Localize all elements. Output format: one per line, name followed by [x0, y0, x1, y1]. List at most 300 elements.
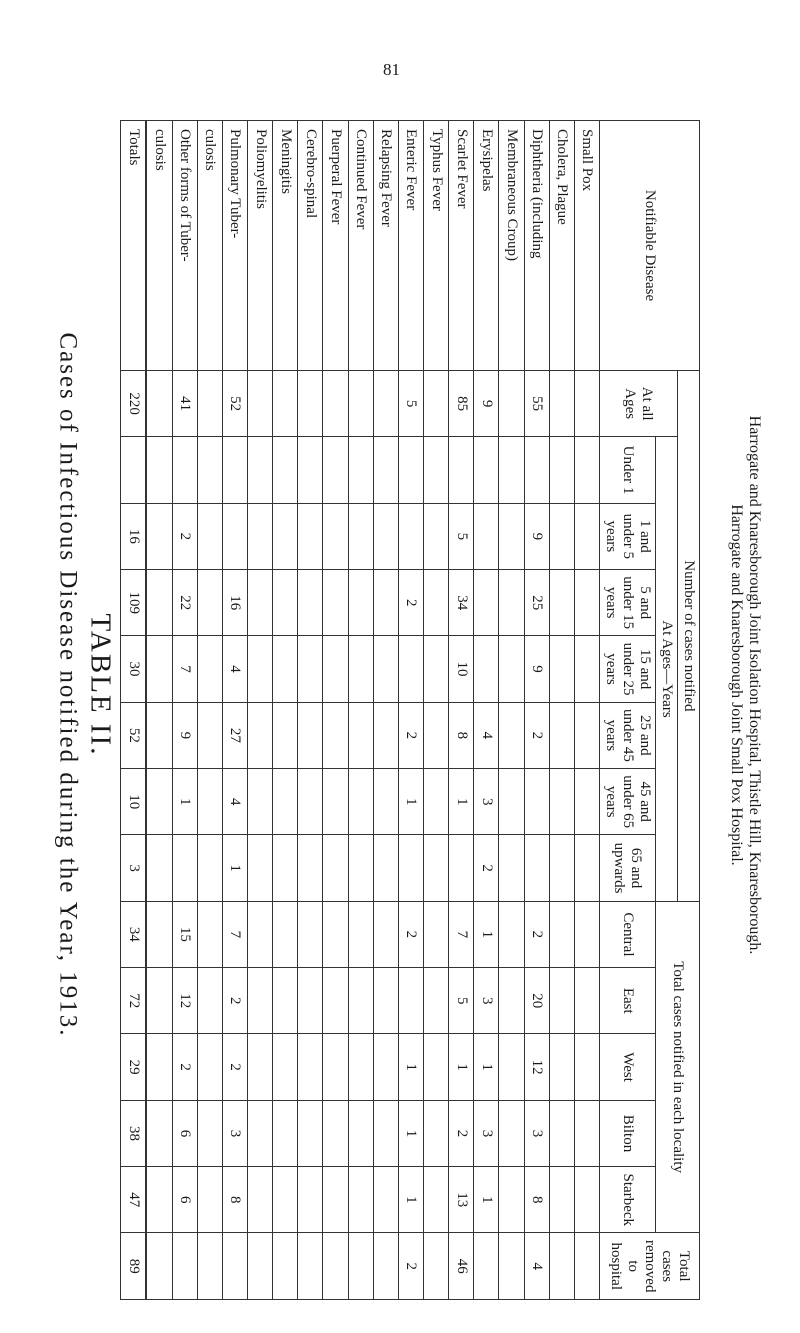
table-row: [524, 121, 549, 1300]
age-group-value: [499, 437, 524, 503]
header-locality: East: [600, 968, 656, 1034]
age-group-value: [499, 769, 524, 835]
age-group-value: [248, 702, 273, 768]
all-ages-value: [146, 371, 172, 437]
age-group-value: [549, 636, 574, 702]
age-group-value: [323, 437, 348, 503]
age-group-value: 2: [524, 702, 549, 768]
age-group-value: [298, 702, 323, 768]
all-ages-value: [574, 371, 599, 437]
table-row: [449, 121, 474, 1300]
all-ages-value: [197, 371, 222, 437]
all-ages-value: [549, 371, 574, 437]
age-group-value: [524, 437, 549, 503]
locality-value: [146, 1034, 172, 1100]
totals-age-group: 52: [121, 702, 147, 768]
age-group-value: [499, 636, 524, 702]
age-group-value: 9: [524, 503, 549, 569]
age-group-value: [348, 769, 373, 835]
disease-name: Cerebro-spinal: [298, 121, 323, 371]
locality-value: 2: [524, 901, 549, 967]
totals-locality: 29: [121, 1034, 147, 1100]
locality-value: 13: [449, 1167, 474, 1233]
removed-value: [574, 1233, 599, 1300]
disease-name: Scarlet Fever: [449, 121, 474, 371]
age-group-value: [424, 636, 449, 702]
locality-value: [248, 1167, 273, 1233]
locality-value: [273, 1100, 298, 1166]
locality-value: 2: [222, 1034, 247, 1100]
locality-value: [197, 1167, 222, 1233]
table-row: [146, 121, 172, 1300]
locality-value: [549, 1100, 574, 1166]
header-age-group: Under 1: [600, 437, 656, 503]
locality-value: [248, 1100, 273, 1166]
locality-value: [373, 1100, 398, 1166]
age-group-value: [549, 835, 574, 901]
age-group-value: [424, 437, 449, 503]
age-group-value: [424, 835, 449, 901]
age-group-value: [197, 636, 222, 702]
locality-value: [146, 901, 172, 967]
locality-value: 1: [398, 1100, 423, 1166]
table-row: [373, 121, 398, 1300]
age-group-value: [373, 570, 398, 636]
age-group-value: [273, 636, 298, 702]
totals-age-group: 16: [121, 503, 147, 569]
age-group-value: 7: [172, 636, 197, 702]
locality-value: 3: [474, 968, 499, 1034]
age-group-value: 4: [222, 636, 247, 702]
age-group-value: [348, 636, 373, 702]
age-group-value: [172, 437, 197, 503]
age-group-value: 9: [172, 702, 197, 768]
age-group-value: [222, 503, 247, 569]
age-group-value: [348, 437, 373, 503]
locality-value: [424, 1034, 449, 1100]
age-group-value: [146, 769, 172, 835]
age-group-value: [298, 503, 323, 569]
locality-value: 2: [449, 1100, 474, 1166]
locality-value: [348, 968, 373, 1034]
age-group-value: [474, 437, 499, 503]
table-row: [323, 121, 348, 1300]
disease-name: Typhus Fever: [424, 121, 449, 371]
table-row: [474, 121, 499, 1300]
locality-value: [248, 1034, 273, 1100]
disease-name: Small Pox: [574, 121, 599, 371]
locality-value: 1: [398, 1034, 423, 1100]
age-group-value: 34: [449, 570, 474, 636]
locality-value: 1: [398, 1167, 423, 1233]
locality-value: [197, 1034, 222, 1100]
locality-value: [298, 968, 323, 1034]
locality-value: 15: [172, 901, 197, 967]
locality-value: [248, 968, 273, 1034]
totals-age-group: 3: [121, 835, 147, 901]
disease-name: Puerperal Fever: [323, 121, 348, 371]
removed-value: [222, 1233, 247, 1300]
age-group-value: 4: [222, 769, 247, 835]
locality-value: [499, 1167, 524, 1233]
locality-value: 3: [474, 1100, 499, 1166]
age-group-value: [424, 769, 449, 835]
age-group-value: [549, 437, 574, 503]
age-group-value: [373, 503, 398, 569]
locality-value: [273, 1034, 298, 1100]
locality-value: [424, 1100, 449, 1166]
removed-value: [474, 1233, 499, 1300]
age-group-value: 22: [172, 570, 197, 636]
age-group-value: [273, 437, 298, 503]
age-group-value: [373, 437, 398, 503]
age-group-value: [373, 702, 398, 768]
header-age-group: 15 and under 25 years: [600, 636, 656, 702]
age-group-value: [298, 835, 323, 901]
locality-value: 12: [524, 1034, 549, 1100]
locality-value: [398, 968, 423, 1034]
age-group-value: [248, 835, 273, 901]
age-group-value: [146, 835, 172, 901]
age-group-value: [197, 570, 222, 636]
age-group-value: [449, 437, 474, 503]
age-group-value: [499, 835, 524, 901]
locality-value: [323, 968, 348, 1034]
all-ages-value: 5: [398, 371, 423, 437]
totals-all-ages: 220: [121, 371, 147, 437]
age-group-value: [146, 503, 172, 569]
locality-value: 6: [172, 1167, 197, 1233]
age-group-value: [197, 835, 222, 901]
age-group-value: [197, 437, 222, 503]
table-row: [273, 121, 298, 1300]
header-locality: West: [600, 1034, 656, 1100]
removed-value: [248, 1233, 273, 1300]
age-group-value: [273, 503, 298, 569]
all-ages-value: [273, 371, 298, 437]
locality-value: [499, 1100, 524, 1166]
table-row: [499, 121, 524, 1300]
table-row: [574, 121, 599, 1300]
disease-name: Continued Fever: [348, 121, 373, 371]
locality-value: 12: [172, 968, 197, 1034]
table-row: [172, 121, 197, 1300]
locality-value: [424, 1167, 449, 1233]
removed-value: [146, 1233, 172, 1300]
age-group-value: 2: [474, 835, 499, 901]
age-group-value: [248, 570, 273, 636]
table-title: [55, 70, 115, 1300]
age-group-value: 2: [398, 570, 423, 636]
locality-value: [574, 968, 599, 1034]
locality-value: 1: [474, 901, 499, 967]
age-group-value: [348, 835, 373, 901]
table-row: [549, 121, 574, 1300]
age-group-value: [323, 835, 348, 901]
removed-value: [499, 1233, 524, 1300]
age-group-value: 9: [524, 636, 549, 702]
age-group-value: [424, 503, 449, 569]
table-row: [348, 121, 373, 1300]
locality-value: [146, 968, 172, 1034]
table-row: [398, 121, 423, 1300]
age-group-value: [499, 702, 524, 768]
table-row: [222, 121, 247, 1300]
removed-value: [273, 1233, 298, 1300]
all-ages-value: [348, 371, 373, 437]
age-group-value: [146, 570, 172, 636]
age-group-value: [298, 769, 323, 835]
totals-label: Totals: [121, 121, 147, 371]
age-group-value: [574, 769, 599, 835]
age-group-value: [373, 835, 398, 901]
age-group-value: [424, 570, 449, 636]
age-group-value: [424, 702, 449, 768]
age-group-value: 27: [222, 702, 247, 768]
header-age-group: 45 and under 65 years: [600, 769, 656, 835]
locality-value: [298, 1100, 323, 1166]
totals-age-group: 10: [121, 769, 147, 835]
age-group-value: 10: [449, 636, 474, 702]
age-group-value: 1: [398, 769, 423, 835]
header-removed: Total cases removed to hospital: [600, 1233, 700, 1300]
totals-locality: 38: [121, 1100, 147, 1166]
locality-value: [146, 1100, 172, 1166]
age-group-value: [172, 835, 197, 901]
locality-value: [248, 901, 273, 967]
disease-name: Enteric Fever: [398, 121, 423, 371]
age-group-value: [398, 503, 423, 569]
removed-value: 2: [398, 1233, 423, 1300]
locality-value: 20: [524, 968, 549, 1034]
removed-value: [172, 1233, 197, 1300]
age-group-value: [298, 636, 323, 702]
locality-value: 2: [172, 1034, 197, 1100]
age-group-value: [373, 769, 398, 835]
disease-name: Membraneous Croup): [499, 121, 524, 371]
age-group-value: 8: [449, 702, 474, 768]
age-group-value: 25: [524, 570, 549, 636]
locality-value: [273, 968, 298, 1034]
age-group-value: [348, 503, 373, 569]
locality-value: [146, 1167, 172, 1233]
age-group-value: 1: [172, 769, 197, 835]
age-group-value: [323, 503, 348, 569]
locality-value: 2: [222, 968, 247, 1034]
locality-value: 8: [524, 1167, 549, 1233]
locality-value: 5: [449, 968, 474, 1034]
age-group-value: [323, 769, 348, 835]
age-group-value: [574, 835, 599, 901]
table-title-line1: TABLE II.: [84, 613, 117, 757]
hospital-footnote: [710, 70, 780, 1300]
locality-value: [298, 1034, 323, 1100]
age-group-value: 5: [449, 503, 474, 569]
locality-value: [373, 901, 398, 967]
all-ages-value: 9: [474, 371, 499, 437]
locality-value: [323, 1100, 348, 1166]
age-group-value: [574, 702, 599, 768]
age-group-value: [549, 702, 574, 768]
age-group-value: [474, 503, 499, 569]
table-title-line2: Cases of Infectious Disease notified during the Year, 1913.: [54, 332, 82, 1038]
header-number-notified: Number of cases notified: [678, 371, 700, 902]
header-all-ages: At all Ages: [600, 371, 678, 437]
all-ages-value: [373, 371, 398, 437]
removed-value: 4: [524, 1233, 549, 1300]
header-at-ages: At Ages—Years: [656, 437, 678, 901]
age-group-value: 1: [222, 835, 247, 901]
age-group-value: [574, 570, 599, 636]
age-group-value: [398, 835, 423, 901]
locality-value: [348, 1034, 373, 1100]
footnote-line1: Harrogate and Knaresborough Joint Isolation Hospital, Thistle Hill, Knaresborough.: [746, 415, 763, 955]
age-group-value: [298, 437, 323, 503]
all-ages-value: [298, 371, 323, 437]
disease-name: culosis: [146, 121, 172, 371]
locality-value: [549, 1034, 574, 1100]
locality-value: [298, 1167, 323, 1233]
all-ages-value: 85: [449, 371, 474, 437]
locality-value: [549, 1167, 574, 1233]
removed-value: [373, 1233, 398, 1300]
age-group-value: [323, 702, 348, 768]
age-group-value: [197, 503, 222, 569]
table-row: [248, 121, 273, 1300]
locality-value: [348, 1100, 373, 1166]
locality-value: [424, 968, 449, 1034]
infectious-disease-table: [120, 120, 700, 1300]
locality-value: [499, 968, 524, 1034]
all-ages-value: [323, 371, 348, 437]
age-group-value: [373, 636, 398, 702]
header-age-group: 5 and under 15 years: [600, 570, 656, 636]
locality-value: [549, 901, 574, 967]
totals-locality: 34: [121, 901, 147, 967]
totals-age-group: [121, 437, 147, 503]
locality-value: [373, 968, 398, 1034]
locality-value: [499, 901, 524, 967]
age-group-value: [273, 570, 298, 636]
age-group-value: [248, 636, 273, 702]
disease-name: Erysipelas: [474, 121, 499, 371]
age-group-value: [146, 437, 172, 503]
removed-value: [348, 1233, 373, 1300]
age-group-value: [146, 636, 172, 702]
age-group-value: [574, 503, 599, 569]
age-group-value: [474, 570, 499, 636]
age-group-value: [197, 702, 222, 768]
age-group-value: [323, 636, 348, 702]
disease-name: culosis: [197, 121, 222, 371]
locality-value: 3: [222, 1100, 247, 1166]
age-group-value: [574, 636, 599, 702]
locality-value: [273, 901, 298, 967]
locality-value: 7: [449, 901, 474, 967]
age-group-value: [348, 570, 373, 636]
disease-name: Pulmonary Tuber-: [222, 121, 247, 371]
age-group-value: [248, 503, 273, 569]
table-row: [197, 121, 222, 1300]
locality-value: [574, 1167, 599, 1233]
totals-locality: 72: [121, 968, 147, 1034]
removed-value: [298, 1233, 323, 1300]
age-group-value: [549, 503, 574, 569]
footnote-line2: Harrogate and Knaresborough Joint Small Pox Hospital.: [728, 504, 745, 866]
age-group-value: [146, 702, 172, 768]
locality-value: [424, 901, 449, 967]
age-group-value: [197, 769, 222, 835]
removed-value: [323, 1233, 348, 1300]
header-age-group: 1 and under 5 years: [600, 503, 656, 569]
header-locality: Starbeck: [600, 1167, 656, 1233]
all-ages-value: [424, 371, 449, 437]
header-age-group: 25 and under 45 years: [600, 702, 656, 768]
age-group-value: [549, 570, 574, 636]
removed-value: [197, 1233, 222, 1300]
removed-value: [424, 1233, 449, 1300]
age-group-value: [323, 570, 348, 636]
all-ages-value: 52: [222, 371, 247, 437]
all-ages-value: 41: [172, 371, 197, 437]
locality-value: [298, 901, 323, 967]
age-group-value: 1: [449, 769, 474, 835]
age-group-value: [574, 437, 599, 503]
age-group-value: [499, 503, 524, 569]
locality-value: [197, 1100, 222, 1166]
locality-value: [574, 901, 599, 967]
age-group-value: [273, 835, 298, 901]
header-locality: Central: [600, 901, 656, 967]
all-ages-value: [248, 371, 273, 437]
age-group-value: 2: [172, 503, 197, 569]
locality-value: [197, 901, 222, 967]
age-group-value: [273, 702, 298, 768]
totals-removed: 89: [121, 1233, 147, 1300]
age-group-value: [474, 636, 499, 702]
locality-value: [197, 968, 222, 1034]
removed-value: 46: [449, 1233, 474, 1300]
age-group-value: 4: [474, 702, 499, 768]
age-group-value: 2: [398, 702, 423, 768]
totals-locality: 47: [121, 1167, 147, 1233]
locality-value: [323, 1034, 348, 1100]
locality-value: 7: [222, 901, 247, 967]
age-group-value: [348, 702, 373, 768]
all-ages-value: 55: [524, 371, 549, 437]
locality-value: 1: [474, 1034, 499, 1100]
locality-value: [373, 1167, 398, 1233]
locality-value: [499, 1034, 524, 1100]
age-group-value: [549, 769, 574, 835]
locality-value: 6: [172, 1100, 197, 1166]
header-disease: Notifiable Disease: [600, 121, 700, 371]
locality-value: 2: [398, 901, 423, 967]
disease-name: Cholera, Plague: [549, 121, 574, 371]
totals-row: [121, 121, 147, 1300]
all-ages-value: [499, 371, 524, 437]
age-group-value: [449, 835, 474, 901]
header-age-group: 65 and upwards: [600, 835, 656, 901]
age-group-value: [248, 437, 273, 503]
locality-value: 1: [449, 1034, 474, 1100]
age-group-value: [524, 769, 549, 835]
locality-value: [348, 901, 373, 967]
age-group-value: [524, 835, 549, 901]
locality-value: [574, 1034, 599, 1100]
table-row: [298, 121, 323, 1300]
age-group-value: [248, 769, 273, 835]
